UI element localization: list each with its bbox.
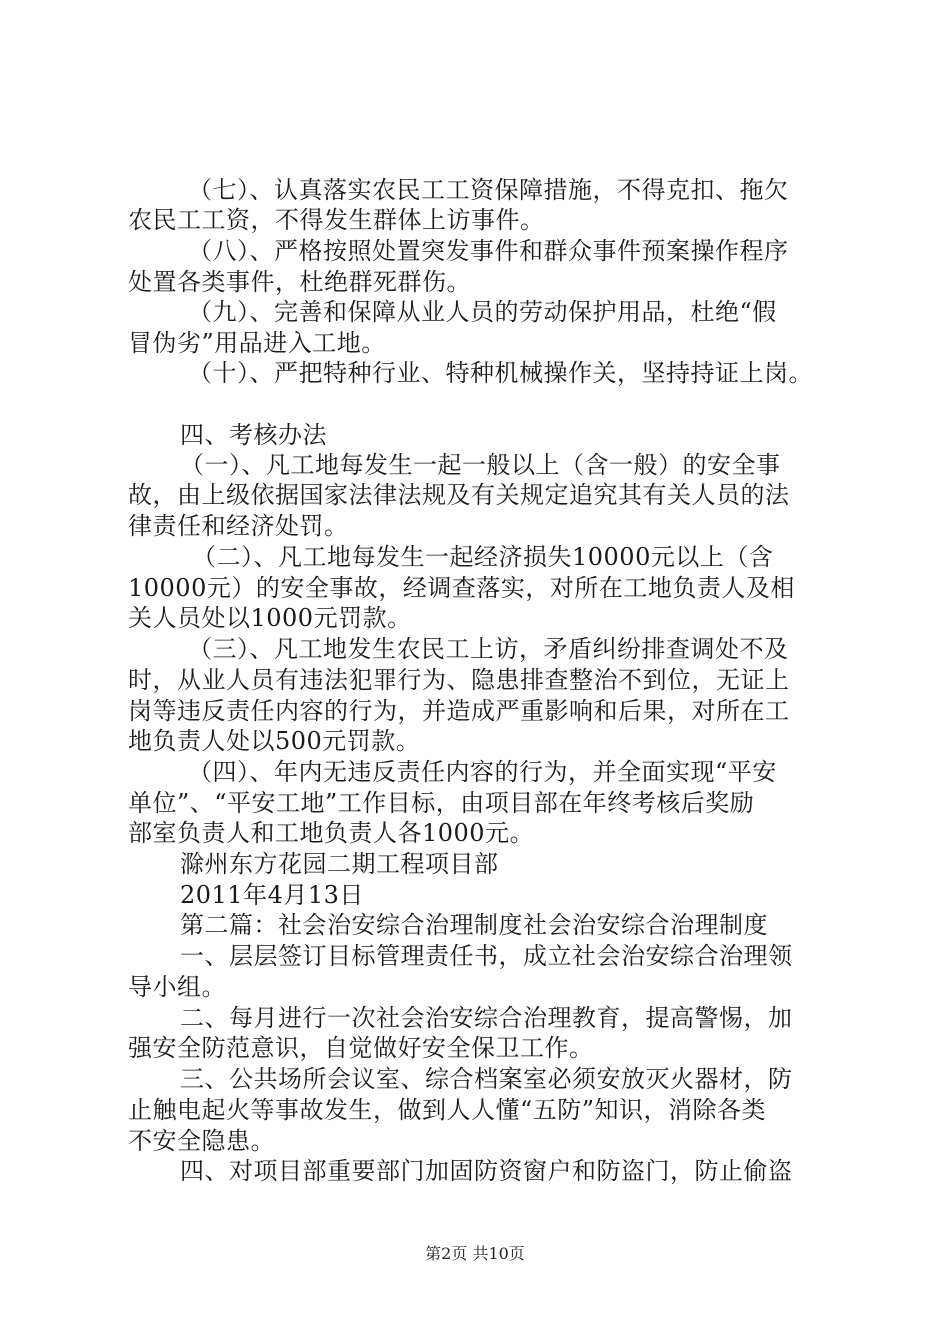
text-line: 一、层层签订目标管理责任书，成立社会治安综合治理领 xyxy=(180,942,793,970)
page-footer: 第2页 共10页 xyxy=(425,1244,525,1263)
text-line: 农民工工资，不得发生群体上访事件。 xyxy=(128,206,545,234)
text-line: 导小组。 xyxy=(128,973,226,1001)
text-line: 时，从业人员有违法犯罪行为、隐患排查整治不到位，无证上 xyxy=(128,666,790,694)
text-line: （七）、认真落实农民工工资保障措施，不得克扣、拖欠 xyxy=(188,176,789,204)
text-line: 二、每月进行一次社会治安综合治理教育，提高警惕，加 xyxy=(180,1004,793,1032)
text-line: （三）、凡工地发生农民工上访，矛盾纠纷排查调处不及 xyxy=(188,635,789,663)
text-line: （八）、严格按照处置突发事件和群众事件预案操作程序 xyxy=(188,237,789,265)
text-line: （四）、年内无违反责任内容的行为，并全面实现“平安 xyxy=(188,758,777,786)
text-line: （十）、严把特种行业、特种机械操作关，坚持持证上岗。 xyxy=(188,359,813,387)
text-line: 部室负责人和工地负责人各1000元。 xyxy=(128,819,535,847)
text-line: 冒伪劣”用品进入工地。 xyxy=(128,329,386,357)
text-line: 处置各类事件，杜绝群死群伤。 xyxy=(128,268,471,296)
signature-organization: 滁州东方花园二期工程项目部 xyxy=(180,850,499,878)
text-line: （一）、凡工地每发生一起一般以上（含一般）的安全事 xyxy=(180,451,781,479)
chapter-heading: 第二篇：社会治安综合治理制度社会治安综合治理制度 xyxy=(180,911,768,939)
text-line: （九）、完善和保障从业人员的劳动保护用品，杜绝“假 xyxy=(188,298,777,326)
text-line: 故，由上级依据国家法律法规及有关规定追究其有关人员的法 xyxy=(128,481,790,509)
text-line: 单位”、“平安工地”工作目标，由项目部在年终考核后奖励 xyxy=(128,789,755,817)
section-heading: 四、考核办法 xyxy=(180,421,327,449)
text-line: 10000元）的安全事故，经调查落实，对所在工地负责人及相 xyxy=(128,574,795,602)
text-line: 岗等违反责任内容的行为，并造成严重影响和后果，对所在工 xyxy=(128,697,790,725)
text-line: 关人员处以1000元罚款。 xyxy=(128,604,412,632)
text-line: 地负责人处以500元罚款。 xyxy=(128,727,421,755)
text-line: 四、对项目部重要部门加固防资窗户和防盗门，防止偷盗 xyxy=(180,1157,793,1185)
signature-date: 2011年4月13日 xyxy=(180,881,364,909)
text-line: 律责任和经济处罚。 xyxy=(128,512,349,540)
text-line: 止触电起火等事故发生，做到人人懂“五防”知识，消除各类 xyxy=(128,1096,767,1124)
text-line: 三、公共场所会议室、综合档案室必须安放灭火器材，防 xyxy=(180,1065,793,1093)
text-line: （二）、凡工地每发生一起经济损失10000元以上（含 xyxy=(192,543,774,571)
text-line: 强安全防范意识，自觉做好安全保卫工作。 xyxy=(128,1034,594,1062)
text-line: 不安全隐患。 xyxy=(128,1127,275,1155)
